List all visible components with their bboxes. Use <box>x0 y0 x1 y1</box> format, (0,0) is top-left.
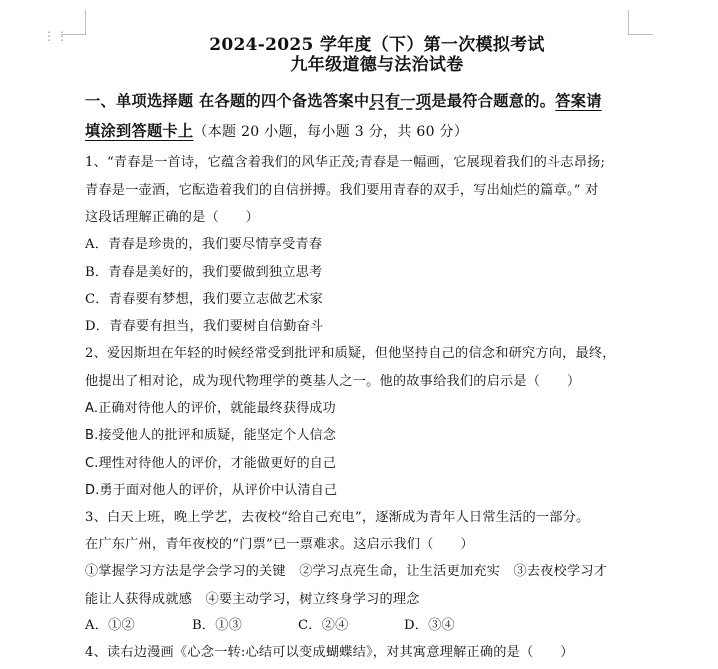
drag-handle-icon[interactable]: ⋮⋮ <box>43 29 69 43</box>
question-2-stem-line-2: 他提出了相对论，成为现代物理学的奠基人之一。他的故事给我们的启示是（ ） <box>85 374 581 389</box>
question-1-option-a: A．青春是珍贵的，我们要尽情享受青春 <box>85 237 323 252</box>
question-2-option-a: A.正确对待他人的评价，就能最终获得成功 <box>85 401 336 416</box>
question-3-option-b: B．①③ <box>192 618 243 633</box>
question-2-stem-line-1: 2、爱因斯坦在年轻的时候经常受到批评和质疑，但他坚持自己的信念和研究方向，最终， <box>85 346 616 361</box>
question-1-stem-line-3: 这段话理解正确的是（ ） <box>85 210 260 225</box>
question-3-option-d: D．③④ <box>404 618 455 633</box>
question-1-option-c: C．青春要有梦想，我们要立志做艺术家 <box>85 292 323 307</box>
exam-subtitle: 九年级道德与法治试卷 <box>290 55 464 75</box>
section-heading <box>85 90 602 111</box>
section-heading-line-2 <box>85 120 468 141</box>
question-2-option-d: D.勇于面对他人的评价，从评价中认清自己 <box>85 483 338 498</box>
question-1-stem-line-1: 1、“青春是一首诗，它蕴含着我们的风华正茂;青春是一幅画，它展现着我们的斗志昂扬; <box>85 155 606 170</box>
question-4-stem-line-1: 4、读右边漫画《心念一转:心结可以变成蝴蝶结》，对其寓意理解正确的是（ ） <box>85 645 574 660</box>
question-2-option-b: B.接受他人的批评和质疑，能坚定个人信念 <box>85 428 337 443</box>
exam-title: 2024-2025 学年度（下）第一次模拟考试 <box>209 35 545 55</box>
section-heading-instruction-2: 填涂到答题卡上 <box>85 122 194 140</box>
section-heading-text-2: 是最符合题意的。 <box>431 92 556 110</box>
question-1-option-d: D．青春要有担当，我们要树自信勤奋斗 <box>85 319 324 334</box>
question-3-stem-line-2: 在广东广州，青年夜校的“门票”已一票难求。这启示我们（ ） <box>85 537 474 552</box>
question-3-statements-line-2: 能让人获得成就感 ④要主动学习，树立终身学习的理念 <box>85 592 420 607</box>
question-2-option-c: C.理性对待他人的评价，才能做更好的自己 <box>85 456 337 471</box>
section-scoring-note: （本题 20 小题，每小题 3 分，共 60 分） <box>193 124 469 140</box>
section-heading-instruction: 答案请 <box>555 92 602 110</box>
question-3-statements-line-1: ①掌握学习方法是学会学习的关键 ②学习点亮生命，让生活更加充实 ③去夜校学习才 <box>85 564 608 579</box>
question-3-option-a: A．①② <box>85 618 135 633</box>
question-3-stem-line-1: 3、白天上班，晚上学艺，去夜校“给自己充电”，逐渐成为青年人日常生活的一部分。 <box>85 510 590 525</box>
section-heading-text: 一、单项选择题 在各题的四个备选答案中 <box>85 92 370 110</box>
question-1-option-b: B．青春是美好的，我们要做到独立思考 <box>85 265 323 280</box>
section-heading-emphasis: 只有一项 <box>369 92 432 110</box>
question-1-stem-line-2: 青春是一壶酒，它酝造着我们的自信拼搏。我们要用青春的双手，写出灿烂的篇章。” 对 <box>85 183 599 198</box>
question-3-option-c: C．②④ <box>298 618 349 633</box>
